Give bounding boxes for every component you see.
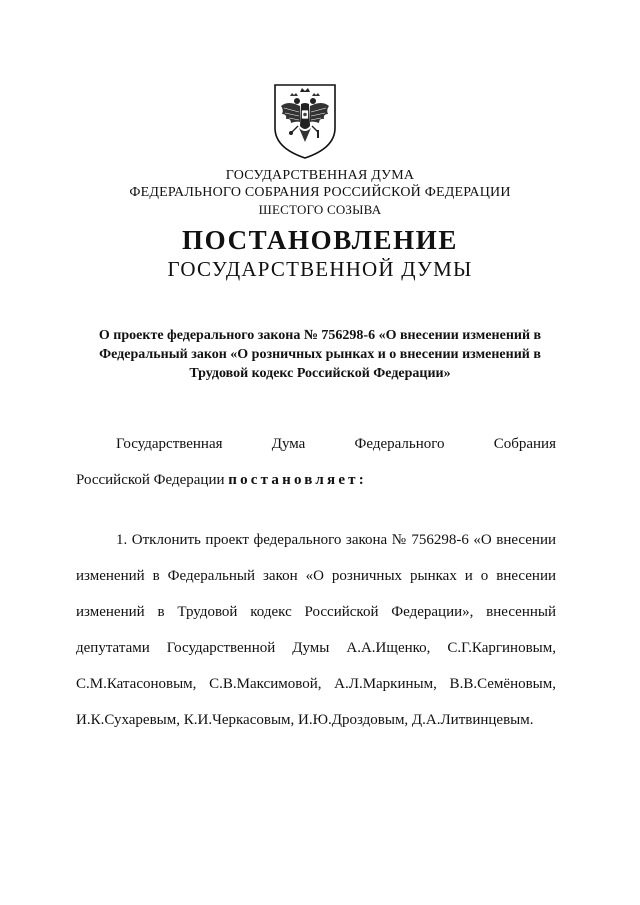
preamble-line-2-prefix: Российской Федерации	[76, 472, 229, 488]
preamble-paragraph	[76, 434, 556, 454]
preamble-line-2	[76, 470, 556, 490]
header-line-3: ШЕСТОГО СОЗЫВА	[258, 202, 382, 217]
preamble-paragraph-continuation	[76, 470, 556, 490]
document-subject	[70, 326, 570, 383]
document-title: ПОСТАНОВЛЕНИЕ	[182, 225, 458, 255]
preamble-line-1: Государственная Дума Федерального Собрания	[116, 436, 556, 452]
item-1-line-2: изменений в Федеральный закон «О розничных рынках и о внесении	[76, 568, 556, 584]
header-line-2: ФЕДЕРАЛЬНОГО СОБРАНИЯ РОССИЙСКОЙ ФЕДЕРАЦИИ	[129, 185, 511, 200]
item-1-line-5: С.М.Катасоновым, С.В.Максимовой, А.Л.Маркиным, В.В.Семёновым,	[76, 676, 556, 692]
item-1-line-3: изменений в Трудовой кодекс Российской Федерации», внесенный	[76, 604, 556, 620]
subject-line-3: Трудовой кодекс Российской Федерации»	[189, 366, 451, 381]
header-line-1: ГОСУДАРСТВЕННАЯ ДУМА	[225, 168, 415, 183]
subject-line-2: Федеральный закон «О розничных рынках и о внесении изменений в	[99, 347, 541, 362]
coat-of-arms-icon	[272, 82, 338, 160]
item-1-paragraph	[76, 530, 556, 746]
subject-line-1: О проекте федерального закона № 756298-6 «О внесении изменений в	[98, 328, 542, 343]
document-subtitle: ГОСУДАРСТВЕННОЙ ДУМЫ	[167, 257, 473, 281]
item-1-line-1: 1. Отклонить проект федерального закона № 756298-6 «О внесении	[116, 532, 556, 548]
item-1-line-4: депутатами Государственной Думы А.А.Ищенко, С.Г.Каргиновым,	[76, 640, 556, 656]
item-1-line-6: И.К.Сухаревым, К.И.Черкасовым, И.Ю.Дроздовым, Д.А.Литвинцевым.	[76, 712, 534, 728]
resolution-verb: постановляет:	[228, 472, 367, 488]
